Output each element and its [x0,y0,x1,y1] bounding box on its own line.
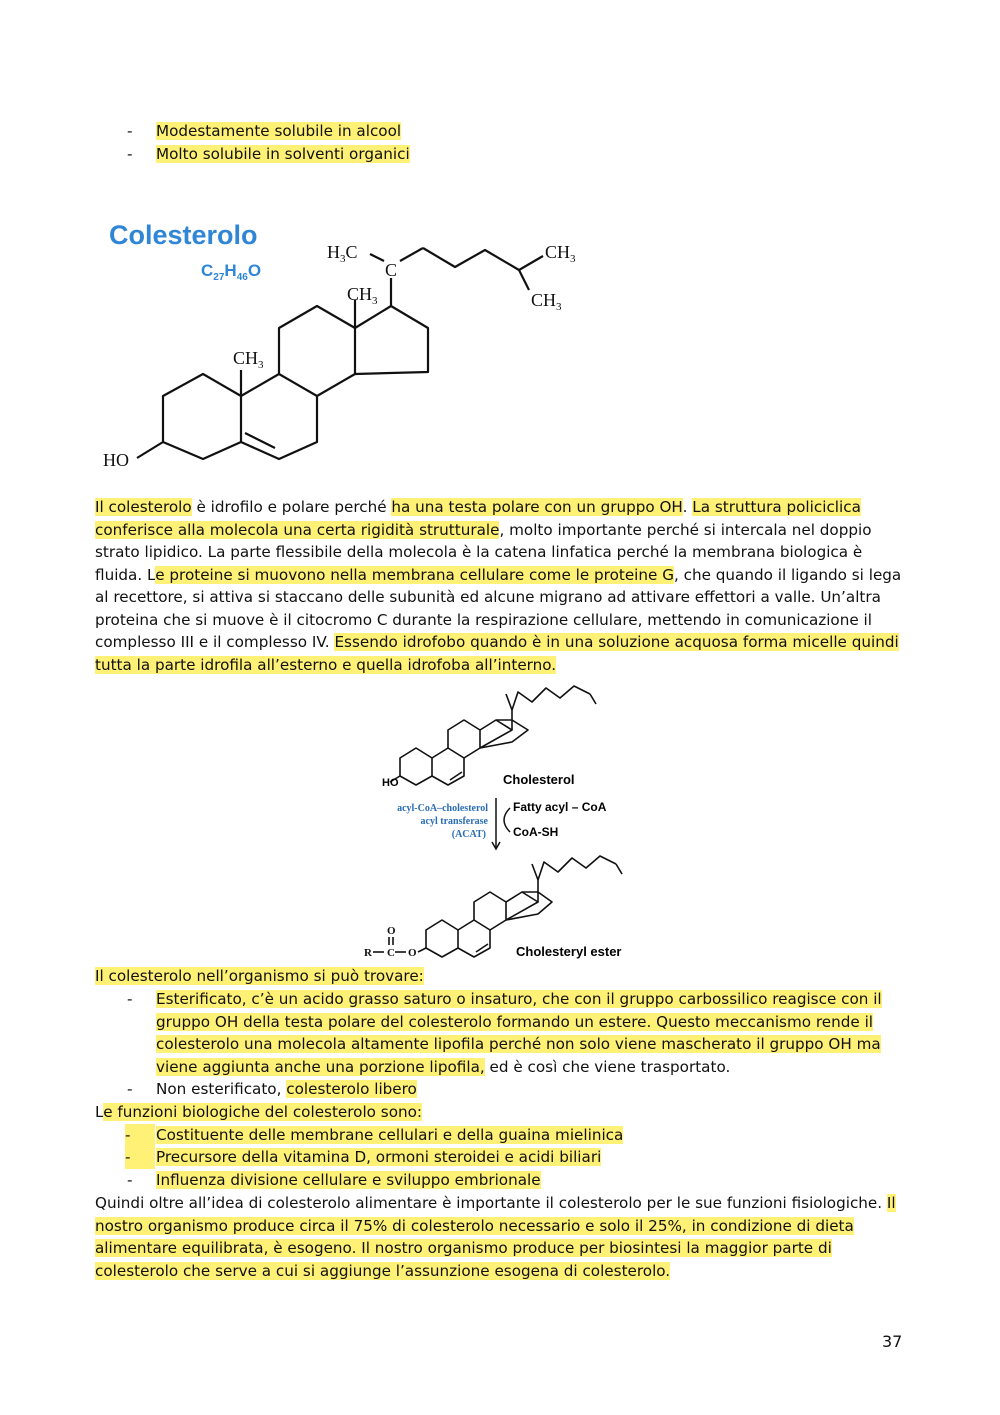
text-span: L [147,565,156,584]
list-item [156,1078,891,1101]
list-item [156,1169,891,1192]
text-span: Costituente delle membrane cellulari e della guaina mielinica [156,1126,624,1144]
paragraph [95,496,910,676]
text-span: , molto importante perché si intercala nel doppio strato lipidico. La parte flessibile della molecola è la catena linfatica perché la membrana biologica è fluida. [95,520,872,584]
o-label: O [387,925,396,937]
figure-title: Colesterolo [109,220,258,250]
text-span: Non esterificato, [156,1080,287,1098]
steroid-skeleton [137,248,543,459]
paragraph [95,965,910,988]
list-bullet: - [127,1171,133,1189]
list-bullet: - [127,990,133,1008]
list-item-text: Modestamente solubile in alcool [156,122,402,140]
text-span: ed è così che viene trasportato. [484,1057,731,1076]
list-bullet: - [127,145,133,163]
ho-label: HO [103,450,129,470]
list-bullet: - [125,1124,155,1147]
list-item [156,1124,891,1147]
list-item [156,120,891,143]
enzyme-label: acyl transferase [420,816,488,827]
text-span: Influenza divisione cellulare e sviluppo embrionale [156,1171,541,1189]
text-span: Il colesterolo [95,498,192,516]
list-item [156,143,891,166]
reaction-arrow [492,798,510,849]
enzyme-label: (ACAT) [451,829,486,840]
text-span: Precursore della vitamina D, ormoni steroidei e acidi biliari [156,1148,602,1166]
list-item [156,1146,891,1169]
ch3-label: $CH_3$ [233,348,264,371]
ch3-label: $CH_3$ [545,242,576,265]
enzyme-label: acyl-CoA–cholesterol [397,803,488,814]
text-span: Quindi oltre all’idea di colesterolo alimentare è importante il colesterolo per le sue funzioni fisiologiche. [95,1194,887,1212]
text-span: colesterolo libero [286,1080,417,1098]
list-bullet: - [127,1080,133,1098]
cholesteryl-ester-skeleton [373,856,622,957]
acat-reaction-figure [360,680,650,965]
c-label: C [385,260,398,280]
text-span: ha una testa polare con un gruppo OH [391,498,683,516]
cholesteryl-ester-label: Cholesteryl ester [516,944,622,959]
c-label: C [387,947,395,959]
cholesterol-label: Cholesterol [503,772,575,787]
page-number: 37 [882,1332,903,1351]
list-bullet: - [127,122,133,140]
list-item-text: Molto solubile in solventi organici [156,145,410,163]
text-span: Esterificato, c’è un acido grasso saturo o insaturo, che con il gruppo carbossilico reagisce con il gruppo OH della testa polare del colesterolo formando un estere. Questo meccanismo rende il colesterolo una molecola altamente lipofila perché non solo viene mascherato il gruppo OH ma viene aggiunta anche una porzione lipofila, [156,990,882,1076]
r-label: R [364,947,372,959]
text-span: , che quando il ligando si lega al recettore, si attiva si staccano delle subunità ed alcune migrano ad attivare effettori a valle. Un’altra proteina che si muove è il citocromo C durante la respirazione cellulare, mettendo in comunicazione il complesso III e il complesso IV. [95,565,902,651]
paragraph [95,1101,910,1124]
list-item [156,988,891,1078]
list-bullet: - [125,1146,155,1169]
coash-label: CoA-SH [513,825,559,839]
cholesterol-skeleton [390,686,596,785]
text-span: Essendo idrofobo quando è in una soluzione acquosa forma micelle quindi tutta la parte idrofila all’esterno e quella idrofoba all’interno. [95,633,899,674]
text-span: Il nostro organismo produce circa il 75% di colesterolo necessario e solo il 25%, in condizione di dieta alimentare equilibrata, è esogeno. [95,1194,896,1257]
text-span: e proteine si muovono nella membrana cellulare come le proteine G [155,565,674,584]
figure-formula: $C_{27}H_{46}O$ [201,261,262,283]
text-span: L [95,1103,104,1121]
ho-label: HO [382,777,399,789]
text-span: La struttura policiclica conferisce alla molecola una certa rigidità strutturale [95,498,861,539]
text-span: Il colesterolo nell’organismo si può trovare: [95,967,424,985]
cholesterol-structure-figure [95,210,615,480]
text-span: Il nostro organismo produce per biosintesi la maggior parte di colesterolo che serve a cui si aggiunge l’assunzione esogena di colesterolo. [95,1239,832,1280]
text-span: è idrofilo e polare perché [191,498,392,516]
ch3-label: $CH_3$ [347,284,378,307]
text-span: . [682,498,693,516]
h3c-label: $H_3C$ [327,242,358,265]
paragraph [95,1192,910,1282]
text-span: e funzioni biologiche del colesterolo sono: [103,1103,423,1121]
fatty-acyl-coa-label: Fatty acyl – CoA [513,800,607,814]
ch3-label: $CH_3$ [531,290,562,313]
o-label: O [408,947,417,959]
